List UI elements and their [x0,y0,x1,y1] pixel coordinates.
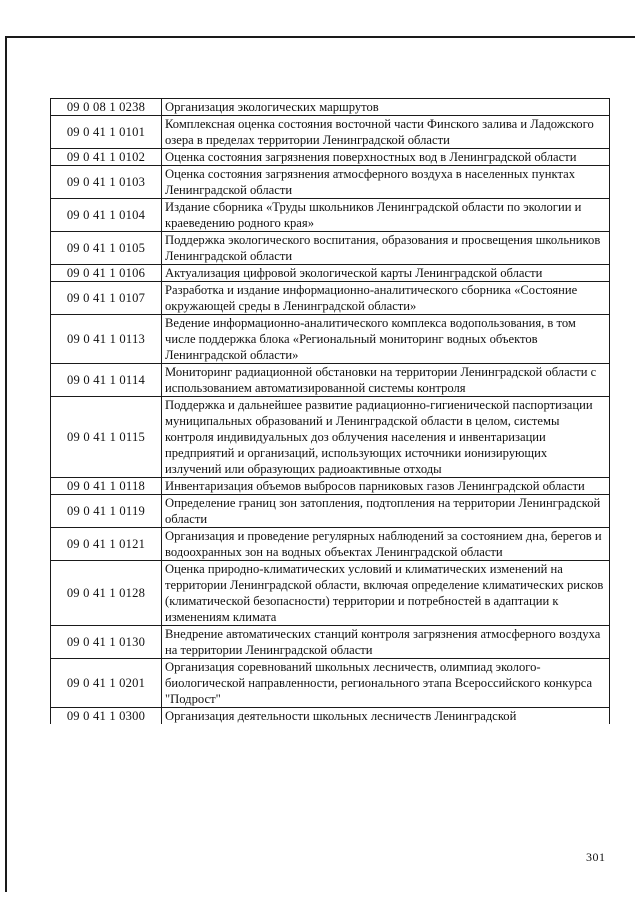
row-code: 09 0 41 1 0101 [51,116,162,149]
row-description: Разработка и издание информационно-аналитического сборника «Состояние окружающей среды в Ленинградской области» [162,282,610,315]
table-row [51,166,610,199]
table-row [51,626,610,659]
row-code: 09 0 41 1 0121 [51,528,162,561]
table-row [51,99,610,116]
row-description: Ведение информационно-аналитического комплекса водопользования, в том числе поддержка блока «Региональный мониторинг водных объектов Ленинградской области» [162,315,610,364]
row-code: 09 0 41 1 0104 [51,199,162,232]
row-description: Организация и проведение регулярных наблюдений за состоянием дна, берегов и водоохранных зон на водных объектах Ленинградской области [162,528,610,561]
table-row [51,495,610,528]
table-row [51,232,610,265]
row-code: 09 0 41 1 0113 [51,315,162,364]
row-code: 09 0 41 1 0118 [51,478,162,495]
row-code: 09 0 41 1 0107 [51,282,162,315]
row-code: 09 0 41 1 0106 [51,265,162,282]
row-description: Мониторинг радиационной обстановки на территории Ленинградской области с использованием автоматизированной системы контроля [162,364,610,397]
row-description: Организация деятельности школьных лесничеств Ленинградской [162,708,610,725]
row-code: 09 0 41 1 0102 [51,149,162,166]
table-row [51,528,610,561]
row-code: 09 0 41 1 0201 [51,659,162,708]
row-code: 09 0 41 1 0300 [51,708,162,725]
row-code: 09 0 41 1 0130 [51,626,162,659]
row-description: Издание сборника «Труды школьников Ленинградской области по экологии и краеведению родного края» [162,199,610,232]
row-description: Определение границ зон затопления, подтопления на территории Ленинградской области [162,495,610,528]
row-code: 09 0 41 1 0114 [51,364,162,397]
table-row [51,199,610,232]
row-description: Инвентаризация объемов выбросов парниковых газов Ленинградской области [162,478,610,495]
row-code: 09 0 41 1 0105 [51,232,162,265]
table-body [51,99,610,725]
row-description: Актуализация цифровой экологической карты Ленинградской области [162,265,610,282]
table-row [51,708,610,725]
table-row [51,364,610,397]
row-code: 09 0 41 1 0115 [51,397,162,478]
row-code: 09 0 41 1 0119 [51,495,162,528]
scan-border-top [5,36,635,38]
row-description: Организация соревнований школьных лесничеств, олимпиад эколого-биологической направленности, регионального этапа Всероссийского конкурса "Подрост" [162,659,610,708]
table-row [51,149,610,166]
document-page [50,98,610,724]
table-row [51,282,610,315]
row-code: 09 0 08 1 0238 [51,99,162,116]
scan-border-left [5,36,7,892]
table-row [51,315,610,364]
table-row [51,397,610,478]
row-description: Поддержка и дальнейшее развитие радиационно-гигиенической паспортизации муниципальных образований и Ленинградской области в целом, системы контроля индивидуальных доз облучения населения и инвентаризации предприятий и организаций, использующих источники ионизирующих излучений или образующих радиоактивные отходы [162,397,610,478]
row-description: Поддержка экологического воспитания, образования и просвещения школьников Ленинградской области [162,232,610,265]
row-description: Внедрение автоматических станций контроля загрязнения атмосферного воздуха на территории Ленинградской области [162,626,610,659]
table-row [51,478,610,495]
row-description: Комплексная оценка состояния восточной части Финского залива и Ладожского озера в пределах территории Ленинградской области [162,116,610,149]
row-code: 09 0 41 1 0103 [51,166,162,199]
table-row [51,561,610,626]
row-code: 09 0 41 1 0128 [51,561,162,626]
row-description: Организация экологических маршрутов [162,99,610,116]
table-row [51,265,610,282]
row-description: Оценка природно-климатических условий и климатических изменений на территории Ленинградской области, включая определение климатических рисков (климатической безопасности) территории и потребностей в адаптации к изменениям климата [162,561,610,626]
row-description: Оценка состояния загрязнения атмосферного воздуха в населенных пунктах Ленинградской области [162,166,610,199]
page-number: 301 [586,850,606,864]
row-description: Оценка состояния загрязнения поверхностных вод в Ленинградской области [162,149,610,166]
budget-classification-table [50,98,610,724]
table-row [51,659,610,708]
table-row [51,116,610,149]
